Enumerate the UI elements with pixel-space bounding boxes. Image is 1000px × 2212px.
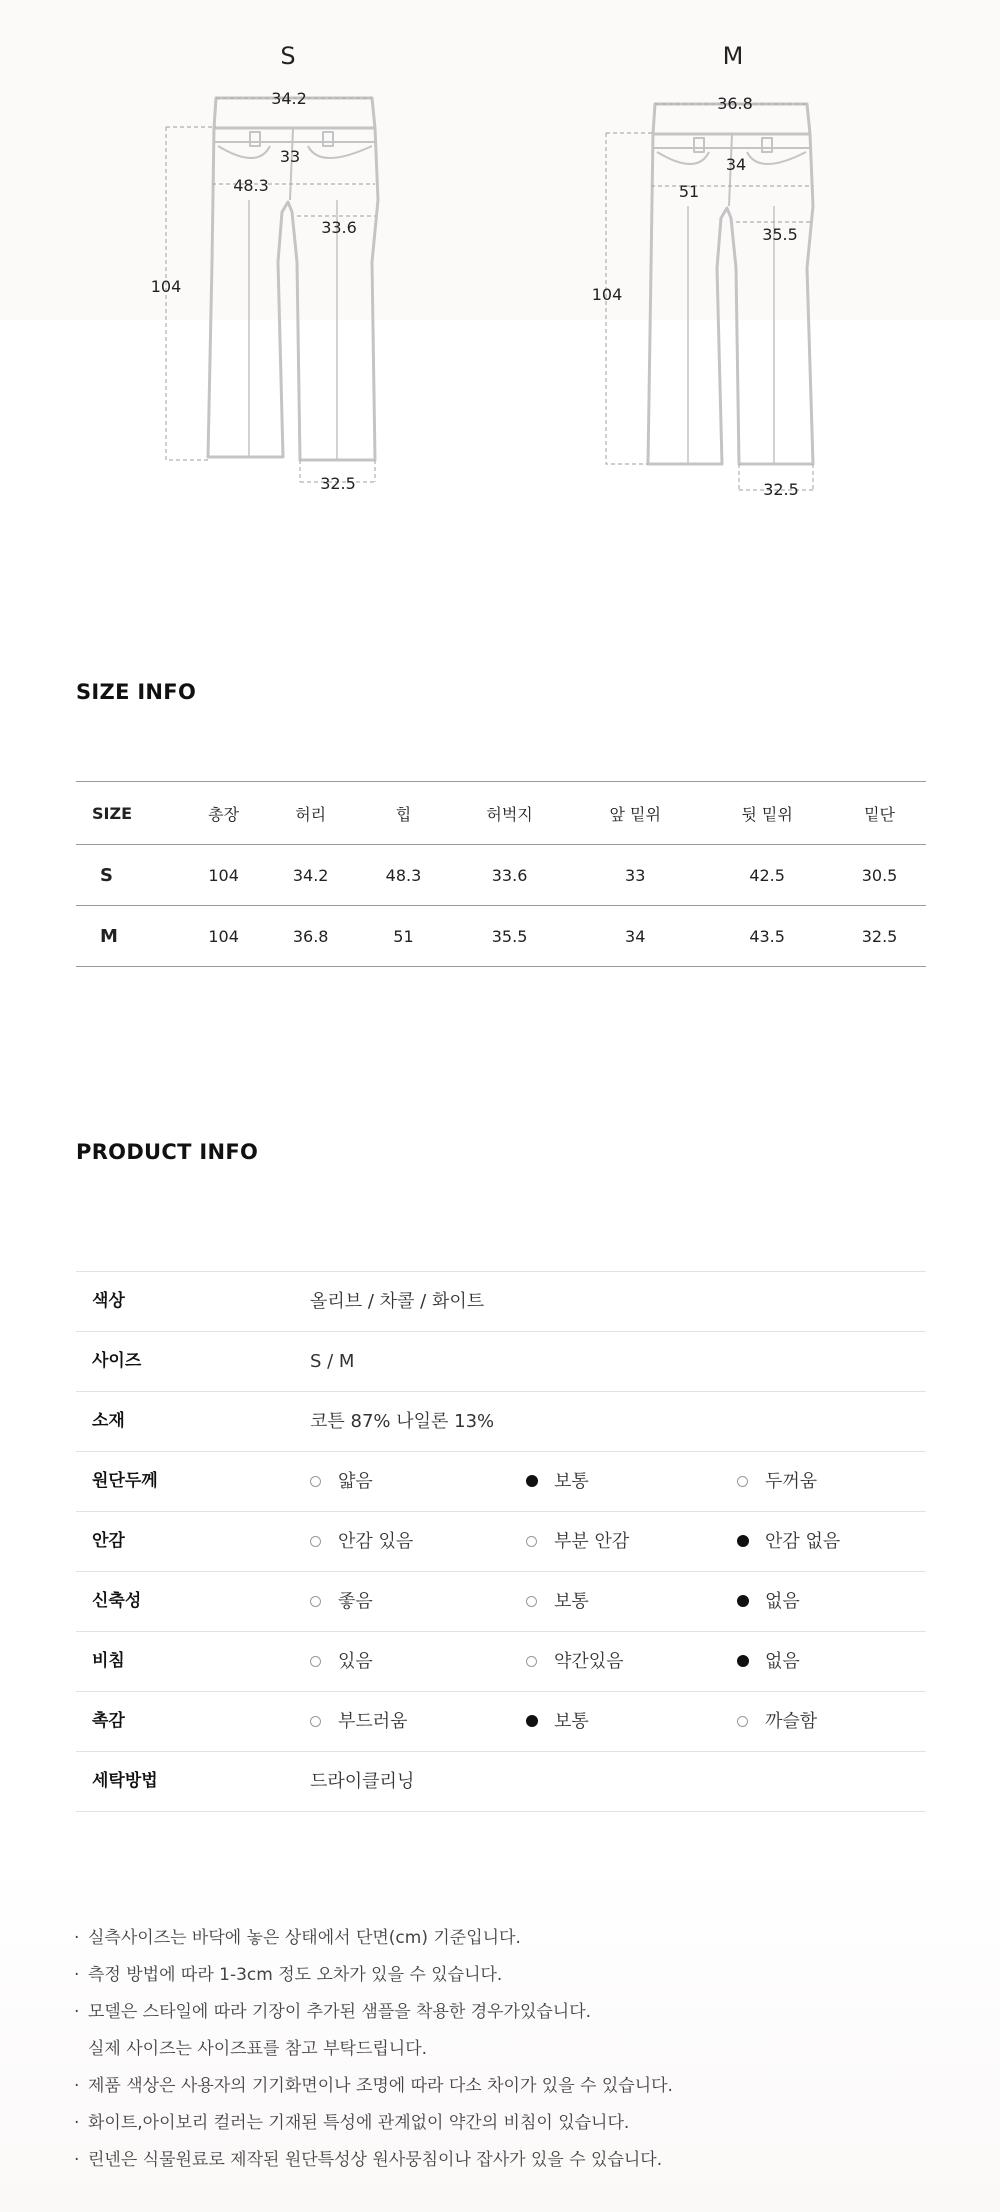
diagram-m-front-rise: 34 — [725, 155, 747, 174]
notice-text: 모델은 스타일에 따라 기장이 추가된 샘플을 착용한 경우가있습니다. — [88, 2002, 592, 2022]
radio-indicator-icon — [310, 1536, 321, 1547]
radio-indicator-icon — [526, 1656, 537, 1667]
radio-indicator-icon — [737, 1595, 749, 1607]
table-cell: 104 — [183, 906, 264, 967]
radio-indicator-icon — [737, 1476, 748, 1487]
info-row-size — [76, 1331, 926, 1391]
diagram-m-length: 104 — [591, 285, 623, 304]
info-value: 드라이클리닝 — [310, 1771, 415, 1792]
info-label: 소재 — [92, 1411, 125, 1431]
notice-item — [74, 2068, 954, 2105]
table-cell: 32.5 — [833, 906, 926, 967]
table-cell: 33 — [569, 845, 701, 906]
radio-indicator-icon — [526, 1475, 538, 1487]
info-label: 촉감 — [92, 1711, 125, 1731]
product-info-table — [76, 1271, 926, 1812]
diagram-s-size-label: S — [280, 42, 296, 70]
radio-indicator-icon — [737, 1655, 749, 1667]
notice-item — [74, 1957, 954, 1994]
size-table-header: 뒷 밑위 — [701, 782, 833, 845]
notice-text: 실측사이즈는 바닥에 놓은 상태에서 단면(cm) 기준입니다. — [88, 1928, 521, 1948]
table-row — [76, 906, 926, 967]
radio-indicator-icon — [526, 1715, 538, 1727]
info-value: S / M — [310, 1351, 355, 1372]
rating-row — [76, 1691, 926, 1751]
notice-list — [74, 1920, 954, 2179]
bullet-mark: · — [74, 2113, 80, 2133]
info-label: 비침 — [92, 1651, 125, 1671]
rating-option-label: 좋음 — [338, 1591, 373, 1612]
rating-row — [76, 1451, 926, 1511]
table-cell: 43.5 — [701, 906, 833, 967]
table-cell: 36.8 — [264, 906, 357, 967]
info-label: 사이즈 — [92, 1351, 142, 1371]
rating-option-label: 보통 — [554, 1711, 589, 1732]
radio-indicator-icon — [526, 1536, 537, 1547]
table-cell: 48.3 — [357, 845, 450, 906]
info-label: 원단두께 — [92, 1471, 158, 1491]
bullet-mark: · — [74, 2002, 80, 2022]
diagram-m-thigh: 35.5 — [762, 225, 798, 244]
info-value: 코튼 87% 나일론 13% — [310, 1411, 495, 1432]
rating-option-label: 없음 — [765, 1651, 800, 1672]
size-table-header: 밑단 — [833, 782, 926, 845]
rating-option-label: 까슬함 — [765, 1711, 818, 1732]
radio-indicator-icon — [737, 1716, 748, 1727]
rating-option-label: 안감 없음 — [765, 1531, 841, 1552]
diagram-s-hip: 48.3 — [233, 176, 269, 195]
notice-text: 실제 사이즈는 사이즈표를 참고 부탁드립니다. — [88, 2039, 428, 2059]
table-cell: 34.2 — [264, 845, 357, 906]
size-table-header: 총장 — [183, 782, 264, 845]
bullet-mark: · — [74, 1965, 80, 1985]
rating-row — [76, 1511, 926, 1571]
size-table — [76, 781, 926, 967]
diagram-m-size-label: M — [722, 42, 744, 70]
diagram-m-waist: 36.8 — [717, 94, 753, 113]
product-info-title: PRODUCT INFO — [76, 1140, 259, 1164]
table-cell: M — [76, 906, 183, 967]
table-cell: S — [76, 845, 183, 906]
radio-indicator-icon — [526, 1596, 537, 1607]
rating-option-label: 없음 — [765, 1591, 800, 1612]
size-table-header: SIZE — [76, 782, 183, 845]
info-label: 세탁방법 — [92, 1771, 158, 1791]
info-row-wash — [76, 1751, 926, 1812]
notice-item — [74, 2105, 954, 2142]
table-cell: 104 — [183, 845, 264, 906]
info-label: 색상 — [92, 1291, 125, 1311]
diagram-s-waist: 34.2 — [271, 89, 307, 108]
notice-item — [74, 2142, 954, 2179]
notice-text: 측정 방법에 따라 1-3cm 정도 오차가 있을 수 있습니다. — [88, 1965, 503, 1985]
table-cell: 35.5 — [450, 906, 569, 967]
notice-text: 제품 색상은 사용자의 기기화면이나 조명에 따라 다소 차이가 있을 수 있습니다. — [88, 2076, 673, 2096]
diagram-s-hem: 32.5 — [320, 474, 356, 493]
radio-indicator-icon — [310, 1476, 321, 1487]
table-cell: 42.5 — [701, 845, 833, 906]
notice-item — [74, 1920, 954, 1957]
rating-option-label: 두꺼움 — [765, 1471, 818, 1492]
info-row-color — [76, 1271, 926, 1331]
size-table-header: 허벅지 — [450, 782, 569, 845]
radio-indicator-icon — [310, 1656, 321, 1667]
size-info-title: SIZE INFO — [76, 680, 197, 704]
radio-indicator-icon — [737, 1535, 749, 1547]
notice-item — [74, 1994, 954, 2031]
rating-option-label: 부분 안감 — [554, 1531, 630, 1552]
info-value: 올리브 / 차콜 / 화이트 — [310, 1291, 485, 1312]
table-cell: 33.6 — [450, 845, 569, 906]
bullet-mark: · — [74, 2150, 80, 2170]
size-table-header: 앞 밑위 — [569, 782, 701, 845]
notice-text: 화이트,아이보리 컬러는 기재된 특성에 관계없이 약간의 비침이 있습니다. — [88, 2113, 630, 2133]
info-row-material — [76, 1391, 926, 1451]
diagram-s-thigh: 33.6 — [321, 218, 357, 237]
table-cell: 34 — [569, 906, 701, 967]
rating-option-label: 얇음 — [338, 1471, 373, 1492]
rating-option-label: 안감 있음 — [338, 1531, 414, 1552]
table-row — [76, 845, 926, 906]
rating-option-label: 있음 — [338, 1651, 373, 1672]
rating-row — [76, 1631, 926, 1691]
diagram-m-hem: 32.5 — [763, 480, 799, 499]
size-table-header: 힙 — [357, 782, 450, 845]
diagram-m-hip: 51 — [678, 182, 700, 201]
size-table-header: 허리 — [264, 782, 357, 845]
notice-item — [74, 2031, 954, 2068]
size-table-header-row — [76, 782, 926, 845]
info-label: 안감 — [92, 1531, 125, 1551]
table-cell: 30.5 — [833, 845, 926, 906]
rating-option-label: 보통 — [554, 1591, 589, 1612]
bullet-mark: · — [74, 2076, 80, 2096]
radio-indicator-icon — [310, 1716, 321, 1727]
size-diagrams — [0, 0, 1000, 520]
rating-option-label: 부드러움 — [338, 1711, 408, 1732]
diagram-s-length: 104 — [150, 277, 182, 296]
rating-option-label: 보통 — [554, 1471, 589, 1492]
rating-row — [76, 1571, 926, 1631]
notice-text: 린넨은 식물원료로 제작된 원단특성상 원사뭉침이나 잡사가 있을 수 있습니다. — [88, 2150, 663, 2170]
radio-indicator-icon — [310, 1596, 321, 1607]
info-label: 신축성 — [92, 1591, 142, 1611]
diagram-s-front-rise: 33 — [279, 147, 301, 166]
bullet-mark: · — [74, 1928, 80, 1948]
table-cell: 51 — [357, 906, 450, 967]
rating-option-label: 약간있음 — [554, 1651, 624, 1672]
